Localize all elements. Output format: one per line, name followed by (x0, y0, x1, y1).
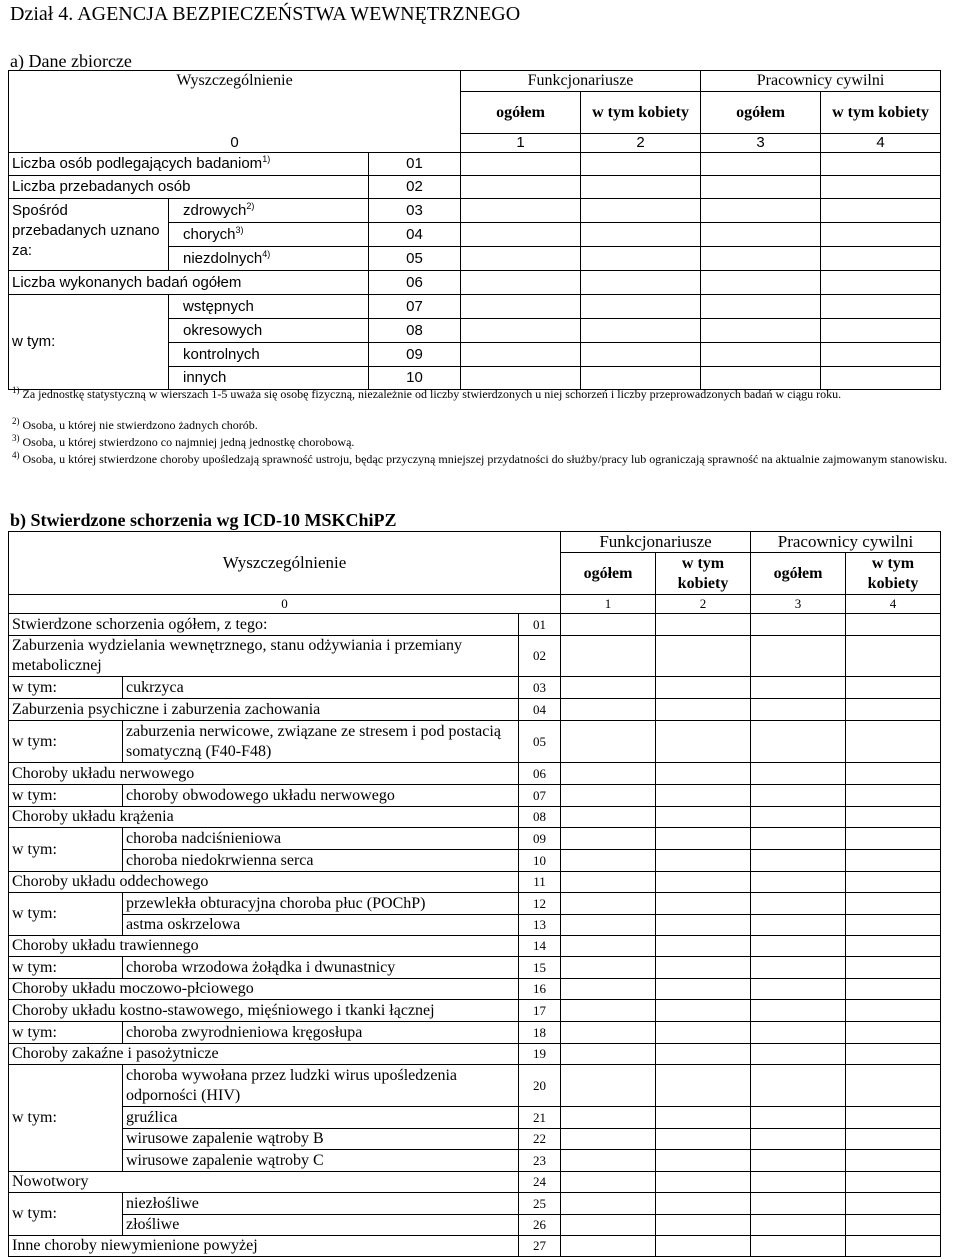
table-row (9, 677, 941, 699)
table-row (9, 872, 941, 893)
row-label: gruźlica (123, 1107, 519, 1129)
row-label: wstępnych (169, 295, 369, 319)
table-row (9, 1236, 941, 1257)
table-row (9, 636, 941, 677)
table-row (9, 850, 941, 872)
group-label: Spośród przebadanych uznano za: (9, 199, 169, 271)
table-row (9, 176, 941, 199)
col-number: 1 (561, 595, 656, 614)
row-number: 27 (519, 1236, 561, 1257)
group-label: w tym: (9, 295, 169, 390)
table-diseases (8, 531, 941, 1257)
row-number: 03 (369, 199, 461, 223)
col-header-w-tym-kobiety: w tym kobiety (581, 92, 701, 134)
table-row (9, 614, 941, 636)
table-row (9, 979, 941, 1000)
row-label: wirusowe zapalenie wątroby B (123, 1129, 519, 1150)
row-label: Liczba przebadanych osób (9, 176, 369, 199)
row-number: 17 (519, 1000, 561, 1022)
table-row (9, 893, 941, 915)
table-row (9, 1022, 941, 1044)
row-number: 10 (519, 850, 561, 872)
row-label: przewlekła obturacyjna choroba płuc (POChP) (123, 893, 519, 915)
table-row (9, 1129, 941, 1150)
row-number: 04 (519, 699, 561, 721)
row-label: zdrowych (183, 201, 247, 219)
col-header-funkcjonariusze: Funkcjonariusze (561, 532, 751, 553)
row-number: 18 (519, 1022, 561, 1044)
row-label: Choroby układu trawiennego (9, 936, 519, 957)
col-number: 2 (656, 595, 751, 614)
footnote-marker: 2) (12, 416, 20, 426)
wtym-label: w tym: (9, 721, 123, 763)
col-number: 0 (9, 134, 461, 153)
row-number: 25 (519, 1193, 561, 1215)
col-header-funkcjonariusze: Funkcjonariusze (461, 71, 701, 92)
footnote-text: Osoba, u której stwierdzono co najmniej jedną jednostkę chorobową. (22, 435, 355, 449)
col-number: 4 (846, 595, 941, 614)
table-row (9, 936, 941, 957)
col-number: 1 (461, 134, 581, 153)
row-number: 24 (519, 1172, 561, 1193)
table-row (9, 807, 941, 828)
row-label: wirusowe zapalenie wątroby C (123, 1150, 519, 1172)
row-number: 02 (369, 176, 461, 199)
row-number: 13 (519, 915, 561, 936)
col-header-wyszczegolnienie: Wyszczególnienie (9, 532, 561, 595)
row-label: Choroby układu krążenia (9, 807, 519, 828)
col-header-w-tym-kobiety: w tym kobiety (656, 553, 751, 595)
footnote-marker: 3) (12, 433, 20, 443)
row-number: 12 (519, 893, 561, 915)
row-number: 08 (369, 319, 461, 343)
col-header-ogolem: ogółem (461, 92, 581, 134)
col-number: 2 (581, 134, 701, 153)
table-row (9, 153, 941, 176)
table-row (9, 1044, 941, 1065)
footnote-1 (12, 387, 958, 402)
wtym-label: w tym: (9, 893, 123, 936)
table-row (9, 763, 941, 785)
row-number: 04 (369, 223, 461, 247)
section-a-title: a) Dane zbiorcze (10, 51, 132, 71)
table-row (9, 957, 941, 979)
footnote-text: Osoba, u której stwierdzone choroby upośledzają sprawność ustroju, będąc przyczyną mniejszej przydatności do służby/pracy lub ograniczają sprawność na aktualnie zajmowanym stanowisku. (22, 452, 948, 466)
col-header-w-tym-kobiety: w tym kobiety (846, 553, 941, 595)
row-label: choroby obwodowego układu nerwowego (123, 785, 519, 807)
footnote-text: Osoba, u której nie stwierdzono żadnych chorób. (22, 418, 258, 432)
row-label: okresowych (169, 319, 369, 343)
footnote-ref: 3) (235, 224, 244, 235)
table-row (9, 699, 941, 721)
table-row (9, 785, 941, 807)
col-header-pracownicy: Pracownicy cywilni (701, 71, 941, 92)
section-b-title: b) Stwierdzone schorzenia wg ICD-10 MSKChiPZ (10, 510, 397, 530)
table-row (9, 1150, 941, 1172)
row-number: 21 (519, 1107, 561, 1129)
row-label: Choroby układu oddechowego (9, 872, 519, 893)
row-number: 01 (519, 614, 561, 636)
table-summary (8, 70, 941, 390)
col-header-ogolem: ogółem (561, 553, 656, 595)
row-number: 15 (519, 957, 561, 979)
page-title: Dział 4. AGENCJA BEZPIECZEŃSTWA WEWNĘTRZNEGO (10, 3, 521, 25)
row-label: niezłośliwe (123, 1193, 519, 1215)
row-label: kontrolnych (169, 343, 369, 367)
row-number: 01 (369, 153, 461, 176)
row-number: 10 (369, 367, 461, 390)
col-number: 4 (821, 134, 941, 153)
table-row (9, 1215, 941, 1236)
wtym-label: w tym: (9, 1193, 123, 1236)
footnote-ref: 2) (246, 200, 255, 211)
row-label: choroba nadciśnieniowa (123, 828, 519, 850)
row-number: 08 (519, 807, 561, 828)
row-number: 05 (519, 721, 561, 763)
footnote-text: Za jednostkę statystyczną w wierszach 1-5 uważa się osobę fizyczną, niezależnie od liczby stwierdzonych u niej schorzeń i liczby przeprowadzonych badań w ciągu roku. (22, 387, 842, 401)
row-number: 16 (519, 979, 561, 1000)
row-number: 19 (519, 1044, 561, 1065)
table-row (9, 295, 941, 319)
row-number: 14 (519, 936, 561, 957)
row-label: cukrzyca (123, 677, 519, 699)
row-label: Liczba wykonanych badań ogółem (9, 271, 369, 295)
row-number: 02 (519, 636, 561, 677)
row-label: Zaburzenia psychiczne i zaburzenia zachowania (9, 699, 519, 721)
table-row (9, 271, 941, 295)
footnote-marker: 1) (12, 385, 20, 395)
row-label: astma oskrzelowa (123, 915, 519, 936)
footnote-marker: 4) (12, 450, 20, 460)
row-label: Zaburzenia wydzielania wewnętrznego, stanu odżywiania i przemiany metabolicznej (9, 636, 519, 677)
row-label: Choroby układu kostno-stawowego, mięśniowego i tkanki łącznej (9, 1000, 519, 1022)
col-header-pracownicy: Pracownicy cywilni (751, 532, 941, 553)
col-header-w-tym-kobiety: w tym kobiety (821, 92, 941, 134)
row-label: Stwierdzone schorzenia ogółem, z tego: (9, 614, 519, 636)
table-row (9, 721, 941, 763)
row-label: chorych (183, 225, 236, 243)
col-number: 0 (9, 595, 561, 614)
footnote-ref: 4) (262, 248, 271, 259)
wtym-label: w tym: (9, 1065, 123, 1172)
wtym-label: w tym: (9, 957, 123, 979)
row-number: 03 (519, 677, 561, 699)
row-label: Choroby układu nerwowego (9, 763, 519, 785)
row-number: 05 (369, 247, 461, 271)
row-label: choroba wrzodowa żołądka i dwunastnicy (123, 957, 519, 979)
wtym-label: w tym: (9, 677, 123, 699)
col-header-wyszczegolnienie: Wyszczególnienie (9, 71, 461, 92)
row-number: 26 (519, 1215, 561, 1236)
row-label: złośliwe (123, 1215, 519, 1236)
footnote-ref: 1) (262, 154, 271, 164)
col-header-ogolem: ogółem (701, 92, 821, 134)
table-row (9, 199, 941, 223)
footnote-3 (12, 435, 958, 450)
row-number: 09 (369, 343, 461, 367)
table-row (9, 1107, 941, 1129)
row-label: Liczba osób podlegających badaniom (12, 155, 263, 172)
table-row (9, 1193, 941, 1215)
row-label: niezdolnych (183, 249, 263, 267)
row-number: 11 (519, 872, 561, 893)
wtym-label: w tym: (9, 1022, 123, 1044)
row-number: 23 (519, 1150, 561, 1172)
row-label: Inne choroby niewymienione powyżej (9, 1236, 519, 1257)
col-number: 3 (751, 595, 846, 614)
row-number: 07 (519, 785, 561, 807)
col-number: 3 (701, 134, 821, 153)
col-header-ogolem: ogółem (751, 553, 846, 595)
table-row (9, 828, 941, 850)
row-label: Choroby układu moczowo-płciowego (9, 979, 519, 1000)
row-number: 07 (369, 295, 461, 319)
row-label: choroba zwyrodnieniowa kręgosłupa (123, 1022, 519, 1044)
row-label: zaburzenia nerwicowe, związane ze stresem i pod postacią somatyczną (F40-F48) (123, 721, 519, 763)
row-number: 22 (519, 1129, 561, 1150)
wtym-label: w tym: (9, 785, 123, 807)
footnote-2 (12, 418, 958, 433)
table-row (9, 915, 941, 936)
table-row (9, 1000, 941, 1022)
row-number: 06 (519, 763, 561, 785)
table-row (9, 1172, 941, 1193)
row-number: 09 (519, 828, 561, 850)
row-label: innych (169, 367, 369, 390)
row-number: 20 (519, 1065, 561, 1107)
row-label: Choroby zakaźne i pasożytnicze (9, 1044, 519, 1065)
footnote-4 (12, 452, 958, 467)
row-label: choroba wywołana przez ludzki wirus upośledzenia odporności (HIV) (123, 1065, 519, 1107)
row-number: 06 (369, 271, 461, 295)
row-label: Nowotwory (9, 1172, 519, 1193)
row-label: choroba niedokrwienna serca (123, 850, 519, 872)
wtym-label: w tym: (9, 828, 123, 872)
table-row (9, 1065, 941, 1107)
